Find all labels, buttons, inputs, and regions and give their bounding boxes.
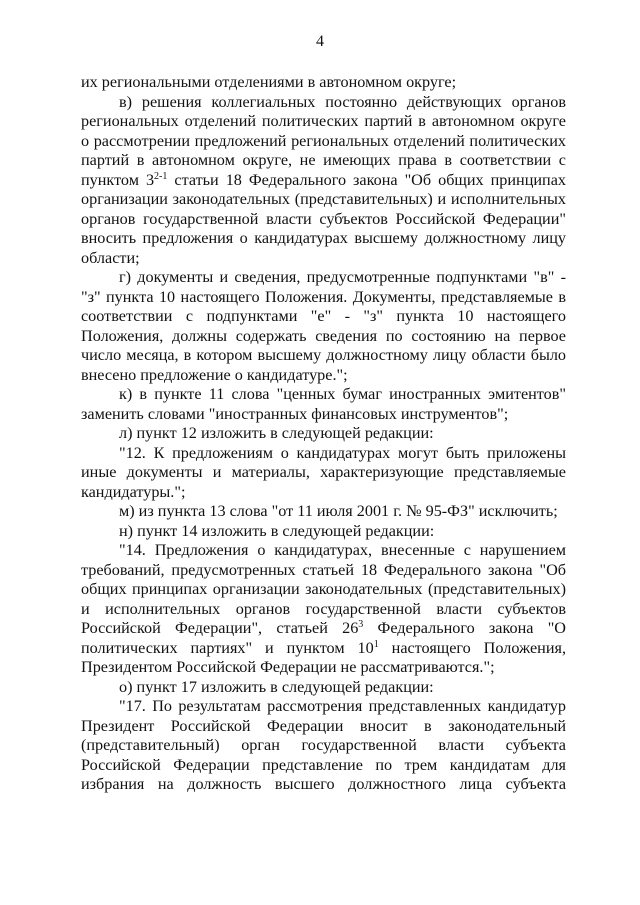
paragraph-item-n: н) пункт 14 изложить в следующей редакции: — [119, 521, 435, 540]
paragraph-text: в) решения коллегиальных постоянно действующих органов региональных отделений политических партий в автономном округе о рассмотрении предложений региональных отделений политических партий в автономном округе, не имеющих права в соответствии с пунктом 3 — [81, 92, 566, 189]
document-body — [81, 73, 566, 795]
page-number: 4 — [316, 33, 324, 50]
paragraph-item-m: м) из пункта 13 слова "от 11 июля 2001 г. № 95-ФЗ" исключить; — [119, 502, 558, 520]
superscript: 3 — [358, 619, 364, 630]
superscript: 1 — [373, 638, 379, 650]
superscript: 2-1 — [154, 170, 168, 182]
paragraph-item-k: к) в пункте 11 слова "ценных бумаг иностранных эмитентов" заменить словами "иностранных финансовых инструментов"; — [81, 385, 566, 423]
paragraph-text: настоящего Положения, Президентом Российской Федерации не рассматриваются."; — [81, 638, 566, 676]
paragraph-text: статьи 18 Федерального закона "Об общих принципах организации законодательных (представительных) и исполнительных органов государственной власти субъектов Российской Федерации" вносить предложения о кандидатурах высшему должностному лицу области; — [81, 170, 566, 267]
paragraph-quote-12: "12. К предложениям о кандидатурах могут быть приложены иные документы и материалы, характеризующие представляемые кандидатуры."; — [81, 443, 566, 501]
paragraph-item-l: л) пункт 12 изложить в следующей редакции: — [119, 424, 434, 442]
paragraph-continuation: их региональными отделениями в автономном округе; — [81, 73, 457, 91]
paragraph-text: Федерального закона "О политических партиях" и пунктом 10 — [81, 619, 567, 657]
paragraph-item-v — [81, 93, 566, 269]
paragraph-text: "14. Предложения о кандидатурах, внесенные с нарушением требований, предусмотренных статьей 18 Федерального закона "Об общих принципах организации законодательных (представительных) и исполнительных органов государственной власти субъектов Российской Федерации", статьей 26 — [81, 541, 566, 637]
paragraph-quote-17: "17. По результатам рассмотрения представленных кандидатур Президент Российской Федерации вносит в законодательный (представительный) орган государственной власти субъекта Российской Федерации представление по трем кандидатам для избрания на должность высшего должностного лица субъекта — [81, 697, 566, 793]
paragraph-item-g: г) документы и сведения, предусмотренные подпунктами "в" - "з" пункта 10 настоящего Положения. Документы, представляемые в соответствии с подпунктами "е" - "з" пункта 10 настоящего Положения, должны содержать сведения по состоянию на первое число месяца, в котором высшему должностному лицу области было внесено предложение о кандидатуре."; — [81, 268, 566, 384]
paragraph-quote-14 — [81, 541, 566, 678]
paragraph-item-o: о) пункт 17 изложить в следующей редакции: — [119, 677, 434, 696]
